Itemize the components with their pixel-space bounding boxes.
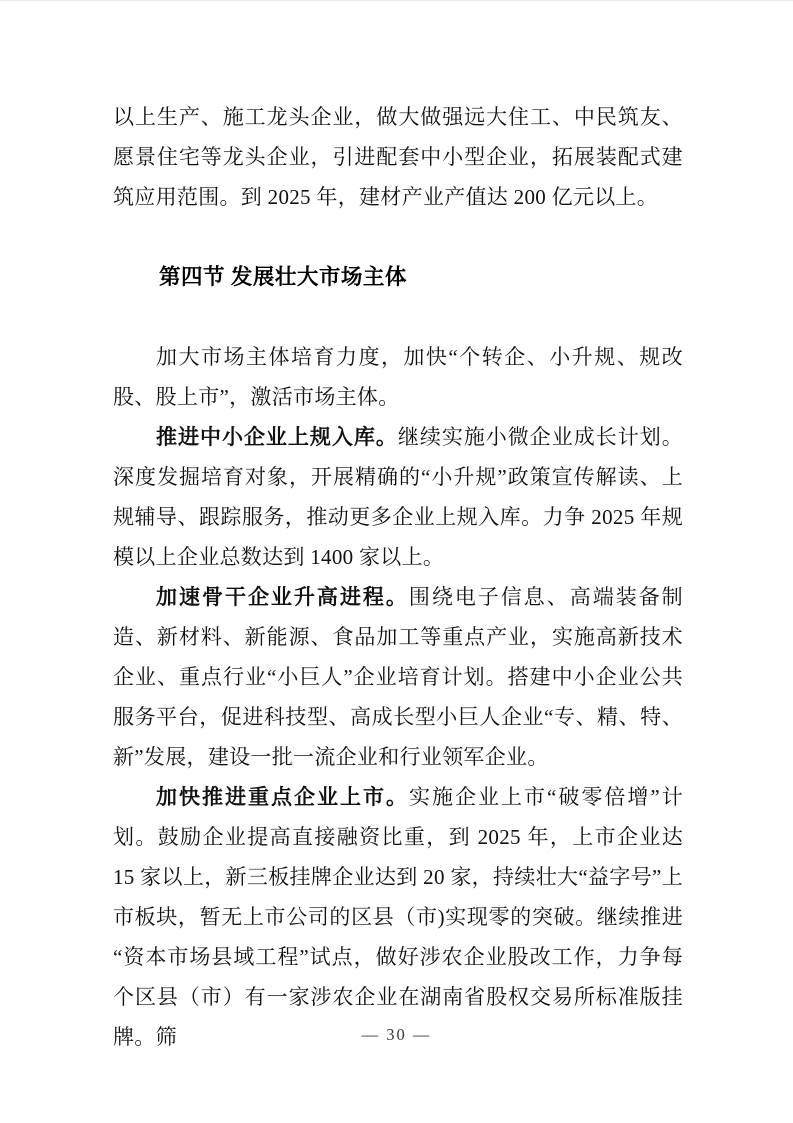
paragraph [113,577,683,777]
paragraph-text: 围绕电子信息、高端装备制造、新材料、新能源、食品加工等重点产业，实施高新技术企业、重点行业“小巨人”企业培育计划。搭建中小企业公共服务平台，促进科技型、高成长型小巨人企业“专、精、特、新”发展，建设一批一流企业和行业领军企业。 [113,585,683,769]
paragraph-bold-lead: 推进中小企业上规入库。 [156,425,398,449]
paragraph-text: 继续实施小微企业成长计划。深度发掘培育对象，开展精确的“小升规”政策宣传解读、上规辅导、跟踪服务，推动更多企业上规入库。力争 2025 年规模以上企业总数达到 1400 家以上。 [113,425,683,569]
paragraph-text: 以上生产、施工龙头企业，做大做强远大住工、中民筑友、愿景住宅等龙头企业，引进配套中小型企业，拓展装配式建筑应用范围。到 2025 年，建材产业产值达 200 亿元以上。 [113,105,683,209]
page-number: — 30 — [361,1025,432,1044]
paragraph [113,417,683,577]
paragraph [113,337,683,417]
paragraph [113,777,683,1057]
paragraph-text: 加大市场主体培育力度，加快“个转企、小升规、规改股、股上市”，激活市场主体。 [113,345,683,409]
paragraph-bold-lead: 加快推进重点企业上市。 [156,785,410,809]
section-heading: 第四节 发展壮大市场主体 [159,265,407,289]
document-page [0,1,793,1123]
paragraph-text: 实施企业上市“破零倍增”计划。鼓励企业提高直接融资比重，到 2025 年，上市企业达 15 家以上，新三板挂牌企业达到 20 家，持续壮大“益字号”上市板块，暂无上市公司的区县（市)实现零的突破。继续推进“资本市场县域工程”试点，做好涉农企业股改工作，力争每个区县（市）有一家涉农企业在湖南省股权交易所标准版挂牌。筛 [113,785,683,1049]
paragraph-continued [113,97,683,217]
paragraph-bold-lead: 加速骨干企业升高进程。 [156,585,409,609]
